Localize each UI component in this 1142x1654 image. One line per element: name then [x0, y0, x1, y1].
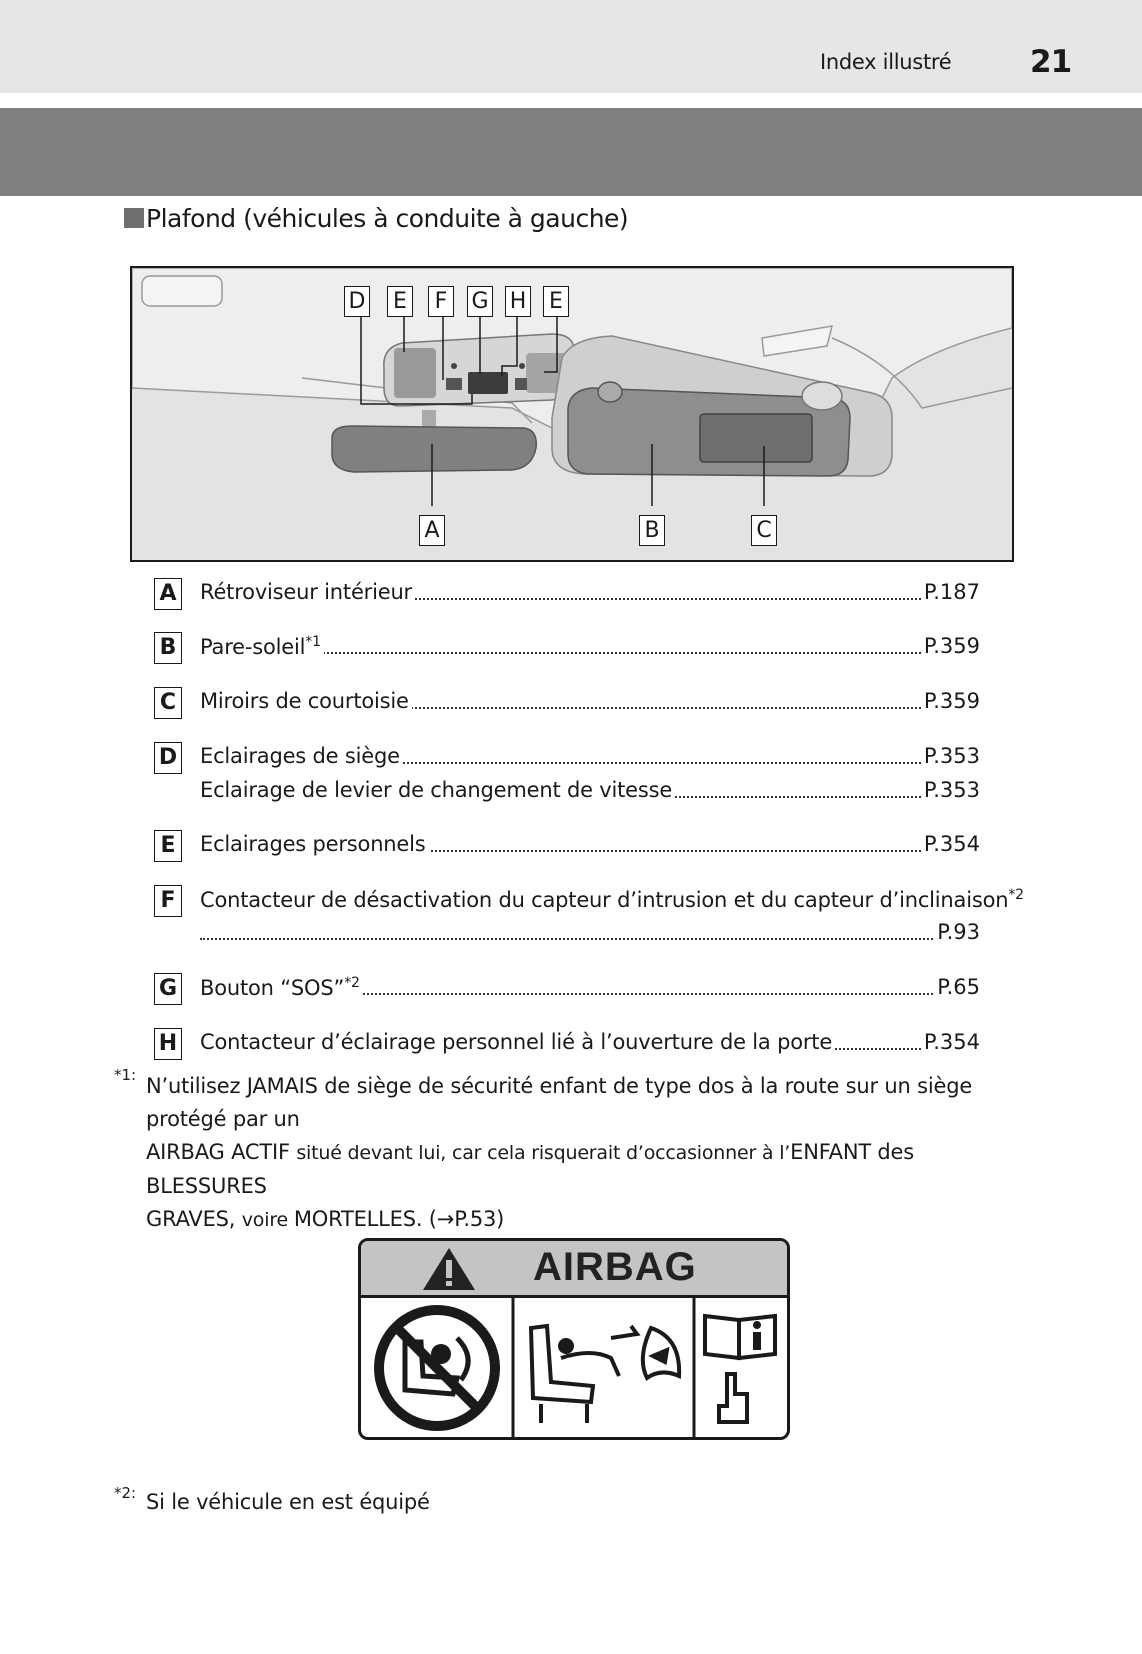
footnote-1-line-1: N’utilisez JAMAIS de siège de sécurité enfant de type dos à la route sur un siège protégé par un	[146, 1074, 973, 1131]
section-title	[124, 204, 628, 233]
manual-info-icon	[705, 1316, 775, 1422]
item-label: Bouton “SOS”$^{*2}$	[200, 975, 363, 1000]
item-letter: B	[154, 632, 182, 664]
item-letter: E	[154, 830, 182, 862]
footnote-1-line-3: GRAVES, voire MORTELLES. (→P.53)	[146, 1207, 505, 1231]
footnote-2: Si le véhicule en est équipé	[146, 1490, 430, 1514]
page-reference[interactable]: P.65	[934, 975, 980, 999]
item-label: Contacteur de désactivation du capteur d’intrusion et du capteur d’inclinaison$^{*2}$	[200, 887, 1027, 912]
item-label: Pare-soleil$^{*1}$	[200, 634, 324, 659]
diagram-label-f: F	[428, 286, 454, 317]
section-square-icon	[124, 208, 144, 228]
diagram-label-c: C	[751, 515, 777, 546]
list-item	[154, 742, 980, 776]
item-label: Eclairages de siège	[200, 744, 403, 768]
item-letter: A	[154, 578, 182, 610]
item-label: Miroirs de courtoisie	[200, 689, 412, 713]
diagram-label-d: D	[344, 286, 370, 317]
footnote-ref: *2	[1008, 887, 1024, 903]
page-reference[interactable]: P.359	[921, 689, 980, 713]
airbag-title: AIRBAG	[533, 1245, 697, 1289]
no-child-seat-icon	[379, 1310, 495, 1426]
item-label: Eclairages personnels	[200, 832, 429, 856]
list-item	[154, 1028, 980, 1062]
airbag-warning-label	[358, 1238, 790, 1440]
diagram-label-b: B	[639, 515, 665, 546]
airbag-label-header	[361, 1241, 787, 1298]
item-label: Contacteur d’éclairage personnel lié à l’ouverture de la porte	[200, 1030, 835, 1054]
diagram-label-e: E	[387, 286, 413, 317]
list-item	[154, 885, 1024, 919]
ceiling-diagram	[130, 266, 1014, 562]
page-reference[interactable]: P.354	[921, 1030, 980, 1054]
footnote-2-mark: *2:	[114, 1484, 137, 1502]
item-letter: F	[154, 885, 182, 917]
footnote-1-line-2: AIRBAG ACTIF situé devant lui, car cela risquerait d’occasionner à l’ENFANT des BLESSURES	[146, 1140, 915, 1198]
airbag-pictograms	[361, 1298, 787, 1440]
item-letter: G	[154, 973, 182, 1005]
list-item	[154, 687, 980, 721]
header-title: Index illustré	[820, 50, 952, 74]
warning-triangle-icon	[419, 1244, 479, 1294]
item-letter: C	[154, 687, 182, 719]
list-item	[154, 830, 980, 864]
page-reference[interactable]: P.187	[921, 580, 980, 604]
section-title-text: Plafond (véhicules à conduite à gauche)	[146, 204, 629, 233]
item-letter: D	[154, 742, 182, 774]
list-item	[154, 632, 980, 666]
item-label: Rétroviseur intérieur	[200, 580, 415, 604]
list-item	[154, 918, 980, 952]
page-reference[interactable]: P.353	[921, 744, 980, 768]
footnote-ref: *2	[344, 975, 360, 991]
footnote-ref: *1	[305, 634, 321, 650]
section-band	[0, 108, 1142, 196]
footnote-1-mark: *1:	[114, 1066, 137, 1084]
page-number: 21	[1030, 44, 1072, 80]
page-reference[interactable]: P.359	[921, 634, 980, 658]
airbag-deployment-icon	[531, 1326, 679, 1423]
list-item	[154, 776, 980, 810]
ceiling-illustration	[132, 268, 1012, 560]
list-item	[154, 578, 980, 612]
diagram-label-h: H	[505, 286, 531, 317]
dot-leader	[200, 938, 980, 940]
diagram-label-e2: E	[543, 286, 569, 317]
diagram-label-g: G	[467, 286, 493, 317]
footnote-1	[146, 1070, 1026, 1237]
diagram-label-a: A	[419, 515, 445, 546]
page-reference[interactable]: P.354	[921, 832, 980, 856]
item-letter: H	[154, 1028, 182, 1060]
list-item	[154, 973, 980, 1007]
page-reference[interactable]: P.93	[934, 920, 980, 944]
header-band	[0, 0, 1142, 93]
page-reference[interactable]: P.353	[921, 778, 980, 802]
item-label: Eclairage de levier de changement de vitesse	[200, 778, 675, 802]
